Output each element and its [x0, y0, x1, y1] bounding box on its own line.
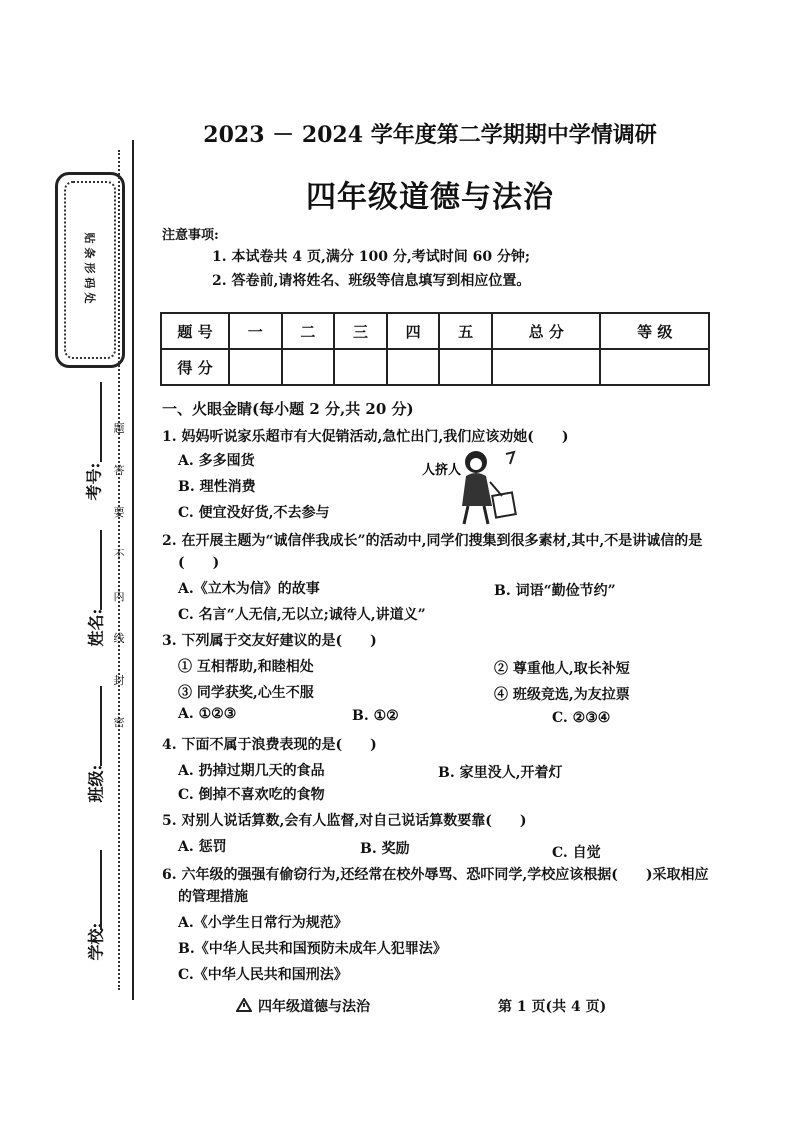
notice-item: 2. 答卷前,请将姓名、班级等信息填写到相应位置。 [212, 273, 531, 289]
exam-no-field[interactable] [100, 382, 102, 462]
q2-option-c[interactable]: C. 名言“人无信,无以立;诚待人,讲道义” [178, 607, 426, 623]
q2-option-b[interactable]: B. 词语“勤俭节约” [494, 583, 616, 599]
score-header-cell: 五 [439, 313, 492, 349]
class-field[interactable] [100, 686, 102, 766]
exam-subtitle: 四年级道德与法治 [306, 180, 554, 215]
score-header-cell: 一 [229, 313, 282, 349]
score-table-header-row [161, 313, 709, 349]
score-cell[interactable] [439, 349, 492, 385]
question-4: 4. 下面不属于浪费表现的是( ) [162, 737, 377, 753]
section-heading: 一、火眼金睛(每小题 2 分,共 20 分) [162, 400, 414, 418]
q5-option-b[interactable]: B. 奖励 [360, 841, 410, 857]
warning-triangle-icon [236, 998, 252, 1012]
seal-char: 题 [113, 422, 125, 435]
q3-item-3: ③ 同学获奖,心生不服 [178, 685, 314, 701]
seal-char: 内 [113, 590, 125, 603]
q3-item-1: ① 互相帮助,和睦相处 [178, 659, 314, 675]
question-6: 6. 六年级的强强有偷窃行为,还经常在校外辱骂、恐吓同学,学校应该根据( )采取相应 [162, 867, 709, 883]
seal-solid-line [132, 140, 134, 1000]
question-6-continued: 的管理措施 [178, 889, 248, 905]
footer-subject: 四年级道德与法治 [258, 999, 370, 1015]
q3-option-c[interactable]: C. ②③④ [552, 710, 611, 726]
q6-option-b[interactable]: B.《中华人民共和国预防未成年人犯罪法》 [178, 941, 447, 957]
crowded-shopper-illustration [418, 444, 528, 532]
q5-option-c[interactable]: C. 自觉 [552, 845, 601, 861]
barcode-area [55, 172, 125, 368]
score-cell[interactable] [282, 349, 335, 385]
exam-no-label: 考号: [84, 462, 104, 501]
score-header-cell: 四 [387, 313, 440, 349]
q4-option-c[interactable]: C. 倒掉不喜欢吃的食物 [178, 787, 325, 803]
seal-char: 线 [113, 632, 125, 645]
question-2: 2. 在开展主题为“诚信伴我成长”的活动中,同学们搜集到很多素材,其中,不是讲诚信的是 [162, 533, 703, 549]
score-header-cell: 题 号 [161, 313, 229, 349]
q3-item-4: ④ 班级竞选,为友拉票 [494, 687, 630, 703]
score-row-label: 得 分 [161, 349, 229, 385]
seal-char: 密 [113, 716, 125, 729]
q3-option-a[interactable]: A. ①②③ [178, 706, 237, 722]
name-label: 姓名: [86, 608, 106, 647]
q3-option-b[interactable]: B. ①② [352, 708, 399, 724]
score-cell[interactable] [229, 349, 282, 385]
q4-option-a[interactable]: A. 扔掉过期几天的食品 [178, 763, 325, 779]
question-5: 5. 对别人说话算数,会有人监督,对自己说话算数要靠( ) [162, 813, 527, 829]
score-header-cell: 三 [334, 313, 387, 349]
notice-title: 注意事项: [162, 228, 219, 243]
seal-char: 要 [113, 506, 125, 519]
q6-option-a[interactable]: A.《小学生日常行为规范》 [178, 915, 348, 931]
barcode-label: 贴条形码处 [83, 232, 96, 308]
score-table [160, 312, 710, 386]
exam-title: 2023 － 2024 学年度第二学期期中学情调研 [203, 122, 657, 148]
question-3: 3. 下列属于交友好建议的是( ) [162, 633, 377, 649]
q4-option-b[interactable]: B. 家里没人,开着灯 [438, 765, 563, 781]
notice-item: 1. 本试卷共 4 页,满分 100 分,考试时间 60 分钟; [212, 249, 531, 265]
score-header-cell: 等 级 [600, 313, 709, 349]
q2-option-a[interactable]: A.《立木为信》的故事 [178, 581, 320, 597]
q1-option-a[interactable]: A. 多多囤货 [178, 453, 255, 469]
class-label: 班级: [86, 764, 106, 803]
question-1: 1. 妈妈听说家乐超市有大促销活动,急忙出门,我们应该劝她( ) [162, 429, 569, 445]
footer-page-number: 第 1 页(共 4 页) [498, 999, 607, 1015]
name-field[interactable] [100, 530, 102, 610]
score-cell[interactable] [387, 349, 440, 385]
seal-char: 封 [113, 674, 125, 687]
score-header-cell: 总 分 [492, 313, 601, 349]
q1-option-c[interactable]: C. 便宜没好货,不去参与 [178, 505, 330, 521]
score-header-cell: 二 [282, 313, 335, 349]
q3-item-2: ② 尊重他人,取长补短 [494, 661, 630, 677]
score-cell[interactable] [492, 349, 601, 385]
illustration-caption: 人挤人 [422, 463, 462, 478]
school-label: 学校: [86, 922, 106, 961]
score-cell[interactable] [334, 349, 387, 385]
q6-option-c[interactable]: C.《中华人民共和国刑法》 [178, 967, 348, 983]
q2-answer-blank[interactable]: ( ) [178, 555, 220, 571]
seal-char: 答 [113, 464, 125, 477]
score-cell[interactable] [600, 349, 709, 385]
seal-char: 不 [113, 548, 125, 561]
seal-dotted-line [118, 150, 120, 990]
q5-option-a[interactable]: A. 惩罚 [178, 839, 227, 855]
q1-option-b[interactable]: B. 理性消费 [178, 479, 256, 495]
score-table-score-row [161, 349, 709, 385]
school-field[interactable] [100, 850, 102, 930]
